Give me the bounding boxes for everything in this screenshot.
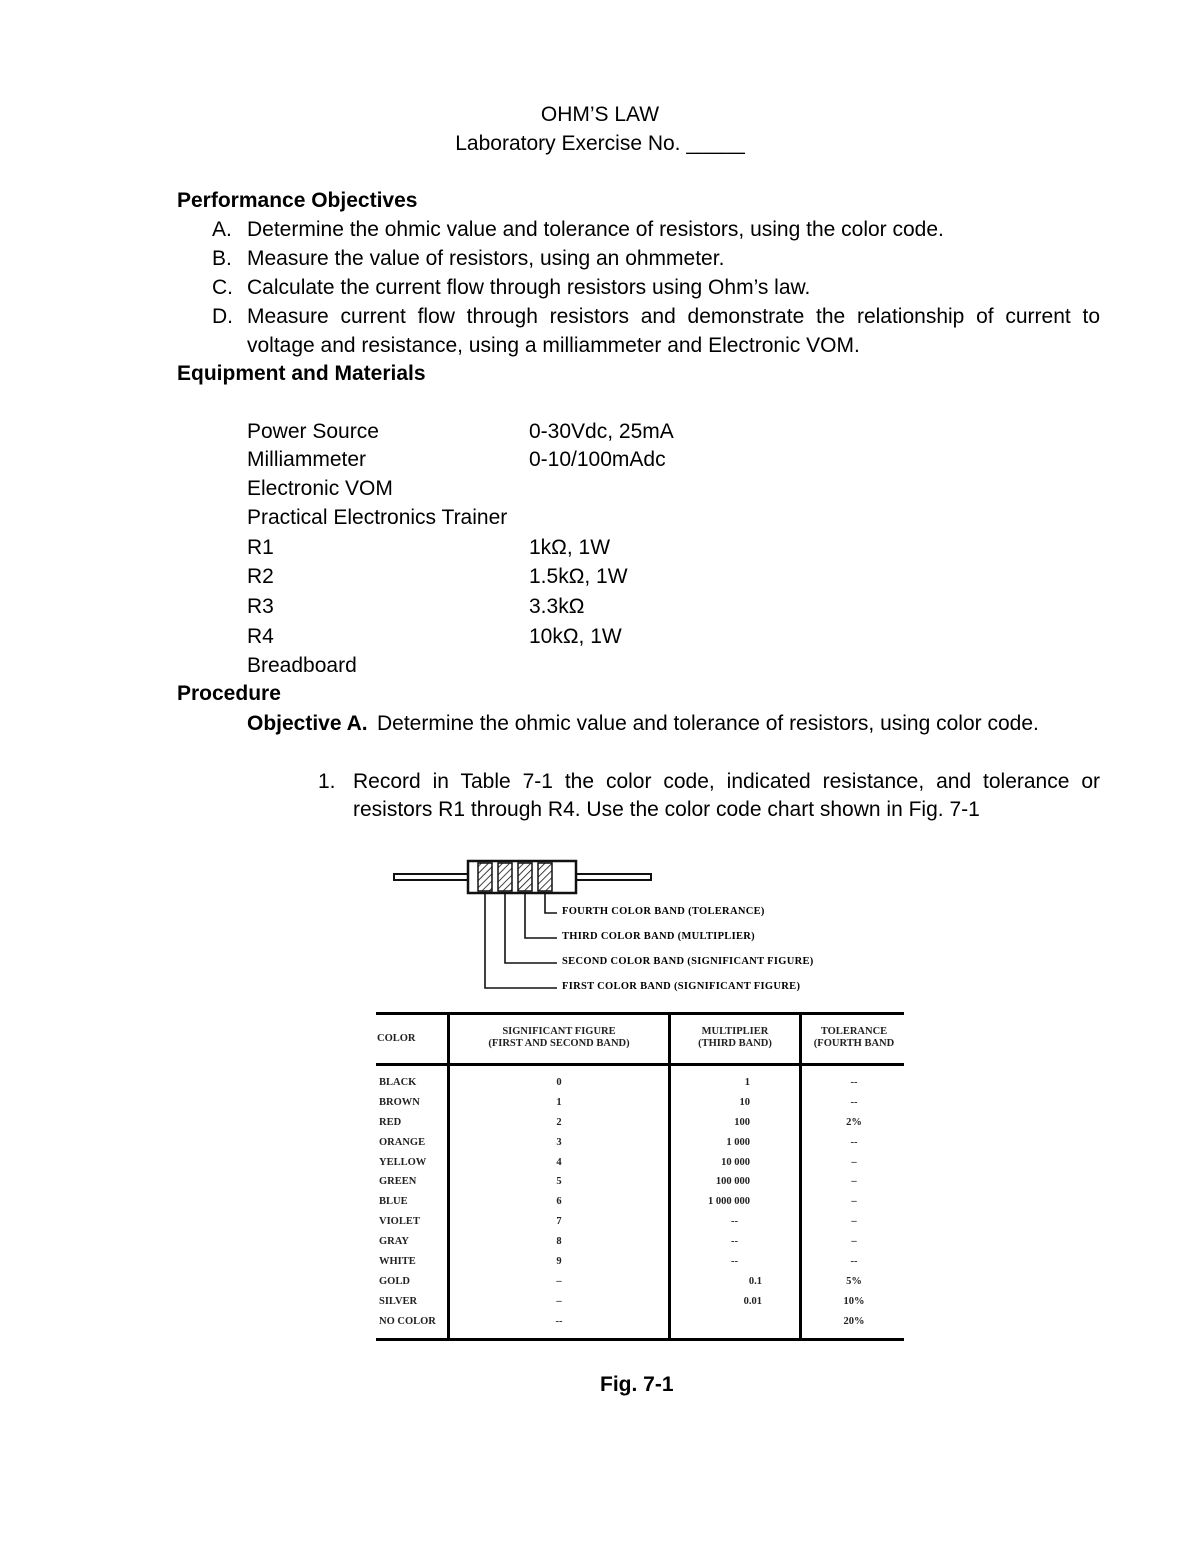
table-bottom-rule — [376, 1338, 904, 1341]
row-sig: 6 — [556, 1196, 562, 1207]
equipment-item-spec: 0-30Vdc, 25mA — [529, 420, 674, 443]
row-color: BLACK — [379, 1077, 417, 1088]
objective-c-letter: C. — [212, 276, 233, 299]
band-label-fourth: FOURTH COLOR BAND (TOLERANCE) — [562, 906, 765, 917]
row-color: GOLD — [379, 1276, 410, 1287]
row-sig: – — [556, 1276, 562, 1287]
row-tol: – — [851, 1216, 857, 1227]
lab-exercise-number: Laboratory Exercise No. _____ — [455, 132, 745, 155]
row-sig: 8 — [556, 1236, 562, 1247]
row-tol: -- — [850, 1097, 858, 1108]
band-label-third: THIRD COLOR BAND (MULTIPLIER) — [562, 931, 755, 942]
figure-caption: Fig. 7-1 — [600, 1373, 674, 1396]
equipment-item-name: R1 — [247, 536, 274, 559]
row-color: VIOLET — [379, 1216, 420, 1227]
header-multiplier-sub: (THIRD BAND) — [698, 1038, 772, 1049]
row-sig: 4 — [556, 1157, 562, 1168]
header-significant-figure: SIGNIFICANT FIGURE — [502, 1026, 616, 1037]
objective-d-text-line1: Measure current flow through resistors and demonstrate the relationship of current to — [247, 305, 1100, 328]
equipment-heading: Equipment and Materials — [177, 362, 426, 385]
header-significant-figure-sub: (FIRST AND SECOND BAND) — [488, 1038, 630, 1049]
equipment-item-spec: 0-10/100mAdc — [529, 448, 666, 471]
row-color: GREEN — [379, 1176, 417, 1187]
equipment-item-spec: 10kΩ, 1W — [529, 625, 622, 648]
procedure-heading: Procedure — [177, 682, 281, 705]
equipment-item-name: Breadboard — [247, 654, 357, 677]
row-sig: 3 — [556, 1137, 562, 1148]
step-number: 1. — [318, 770, 336, 793]
fourth-band — [538, 863, 552, 891]
objective-b-letter: B. — [212, 247, 232, 270]
equipment-item-name: Power Source — [247, 420, 379, 443]
row-color: YELLOW — [379, 1157, 427, 1168]
equipment-item-name: Electronic VOM — [247, 477, 393, 500]
second-band — [498, 863, 512, 891]
objective-a-description: Determine the ohmic value and tolerance of resistors, using color code. — [377, 712, 1039, 735]
row-color: ORANGE — [379, 1137, 426, 1148]
row-sig: 5 — [556, 1176, 562, 1187]
row-color: RED — [379, 1117, 402, 1128]
row-sig: -- — [555, 1316, 563, 1327]
table-header-rule — [376, 1063, 904, 1066]
objective-a-text: Determine the ohmic value and tolerance of resistors, using the color code. — [247, 218, 944, 241]
row-tol: -- — [850, 1077, 858, 1088]
row-tol: 2% — [846, 1117, 862, 1128]
equipment-item-name: R4 — [247, 625, 274, 648]
objective-d-text-line2: voltage and resistance, using a milliammeter and Electronic VOM. — [247, 334, 860, 357]
resistor-diagram — [390, 855, 850, 1000]
row-tol: – — [851, 1176, 857, 1187]
row-tol: – — [851, 1196, 857, 1207]
row-sig: 1 — [556, 1097, 562, 1108]
objective-d-letter: D. — [212, 305, 233, 328]
row-color: GRAY — [379, 1236, 409, 1247]
row-color: WHITE — [379, 1256, 416, 1267]
row-sig: 0 — [556, 1077, 562, 1088]
first-band — [478, 863, 492, 891]
color-code-table: COLOR SIGNIFICANT FIGURE (FIRST AND SECOND BAND) MULTIPLIER (THIRD BAND) TOLERANCE (FOURTH BAND BLACK 0 1 -- BROWN 1 10 -- RED 2 100 2% ORANGE 3 1 000 -- YELLOW 4 10 000 – GREEN 5 100 000 – BLUE 6 1 000 000 – VIOLET 7 -- – GRAY 8 -- – WHITE 9 -- -- GOLD – 0.1 5% SILVER – 0.01 10% NO COLOR -- 20% — [376, 1012, 904, 1342]
equipment-item-spec: 1kΩ, 1W — [529, 536, 611, 559]
row-tol: -- — [850, 1137, 858, 1148]
row-sig: 9 — [556, 1256, 562, 1267]
row-color: BLUE — [379, 1196, 408, 1207]
row-color: BROWN — [379, 1097, 420, 1108]
objective-a-label: Objective A. — [247, 712, 368, 735]
row-color: SILVER — [379, 1296, 418, 1307]
objectives-heading: Performance Objectives — [177, 189, 418, 212]
row-tol: – — [851, 1236, 857, 1247]
row-tol: – — [851, 1157, 857, 1168]
band-label-second: SECOND COLOR BAND (SIGNIFICANT FIGURE) — [562, 956, 814, 967]
objective-c-text: Calculate the current flow through resistors using Ohm’s law. — [247, 276, 811, 299]
equipment-item-spec: 3.3kΩ — [529, 595, 585, 618]
row-tol: -- — [850, 1256, 858, 1267]
band-label-first: FIRST COLOR BAND (SIGNIFICANT FIGURE) — [562, 981, 801, 992]
equipment-item-name: Practical Electronics Trainer — [247, 506, 508, 529]
third-band — [518, 863, 532, 891]
row-sig: 2 — [556, 1117, 562, 1128]
header-tolerance-sub: (FOURTH BAND — [813, 1038, 895, 1049]
band-leader-lines — [485, 893, 557, 988]
header-multiplier: MULTIPLIER — [701, 1026, 769, 1037]
equipment-item-name: R3 — [247, 595, 274, 618]
header-color: COLOR — [377, 1033, 416, 1044]
header-tolerance: TOLERANCE — [820, 1026, 888, 1037]
row-color: NO COLOR — [379, 1316, 436, 1327]
objective-b-text: Measure the value of resistors, using an ohmmeter. — [247, 247, 725, 270]
equipment-item-name: R2 — [247, 565, 274, 588]
objective-a-letter: A. — [212, 218, 232, 241]
equipment-item-name: Milliammeter — [247, 448, 367, 471]
row-tol: 20% — [843, 1316, 865, 1327]
row-sig: 7 — [556, 1216, 562, 1227]
equipment-item-spec: 1.5kΩ, 1W — [529, 565, 628, 588]
page-title: OHM’S LAW — [540, 103, 660, 126]
row-tol: 10% — [843, 1296, 865, 1307]
row-tol: 5% — [846, 1276, 862, 1287]
row-sig: – — [556, 1296, 562, 1307]
step-text-line1: Record in Table 7-1 the color code, indicated resistance, and tolerance or — [353, 770, 1100, 793]
step-text-line2: resistors R1 through R4. Use the color code chart shown in Fig. 7-1 — [353, 798, 980, 821]
table-top-rule — [376, 1012, 904, 1015]
